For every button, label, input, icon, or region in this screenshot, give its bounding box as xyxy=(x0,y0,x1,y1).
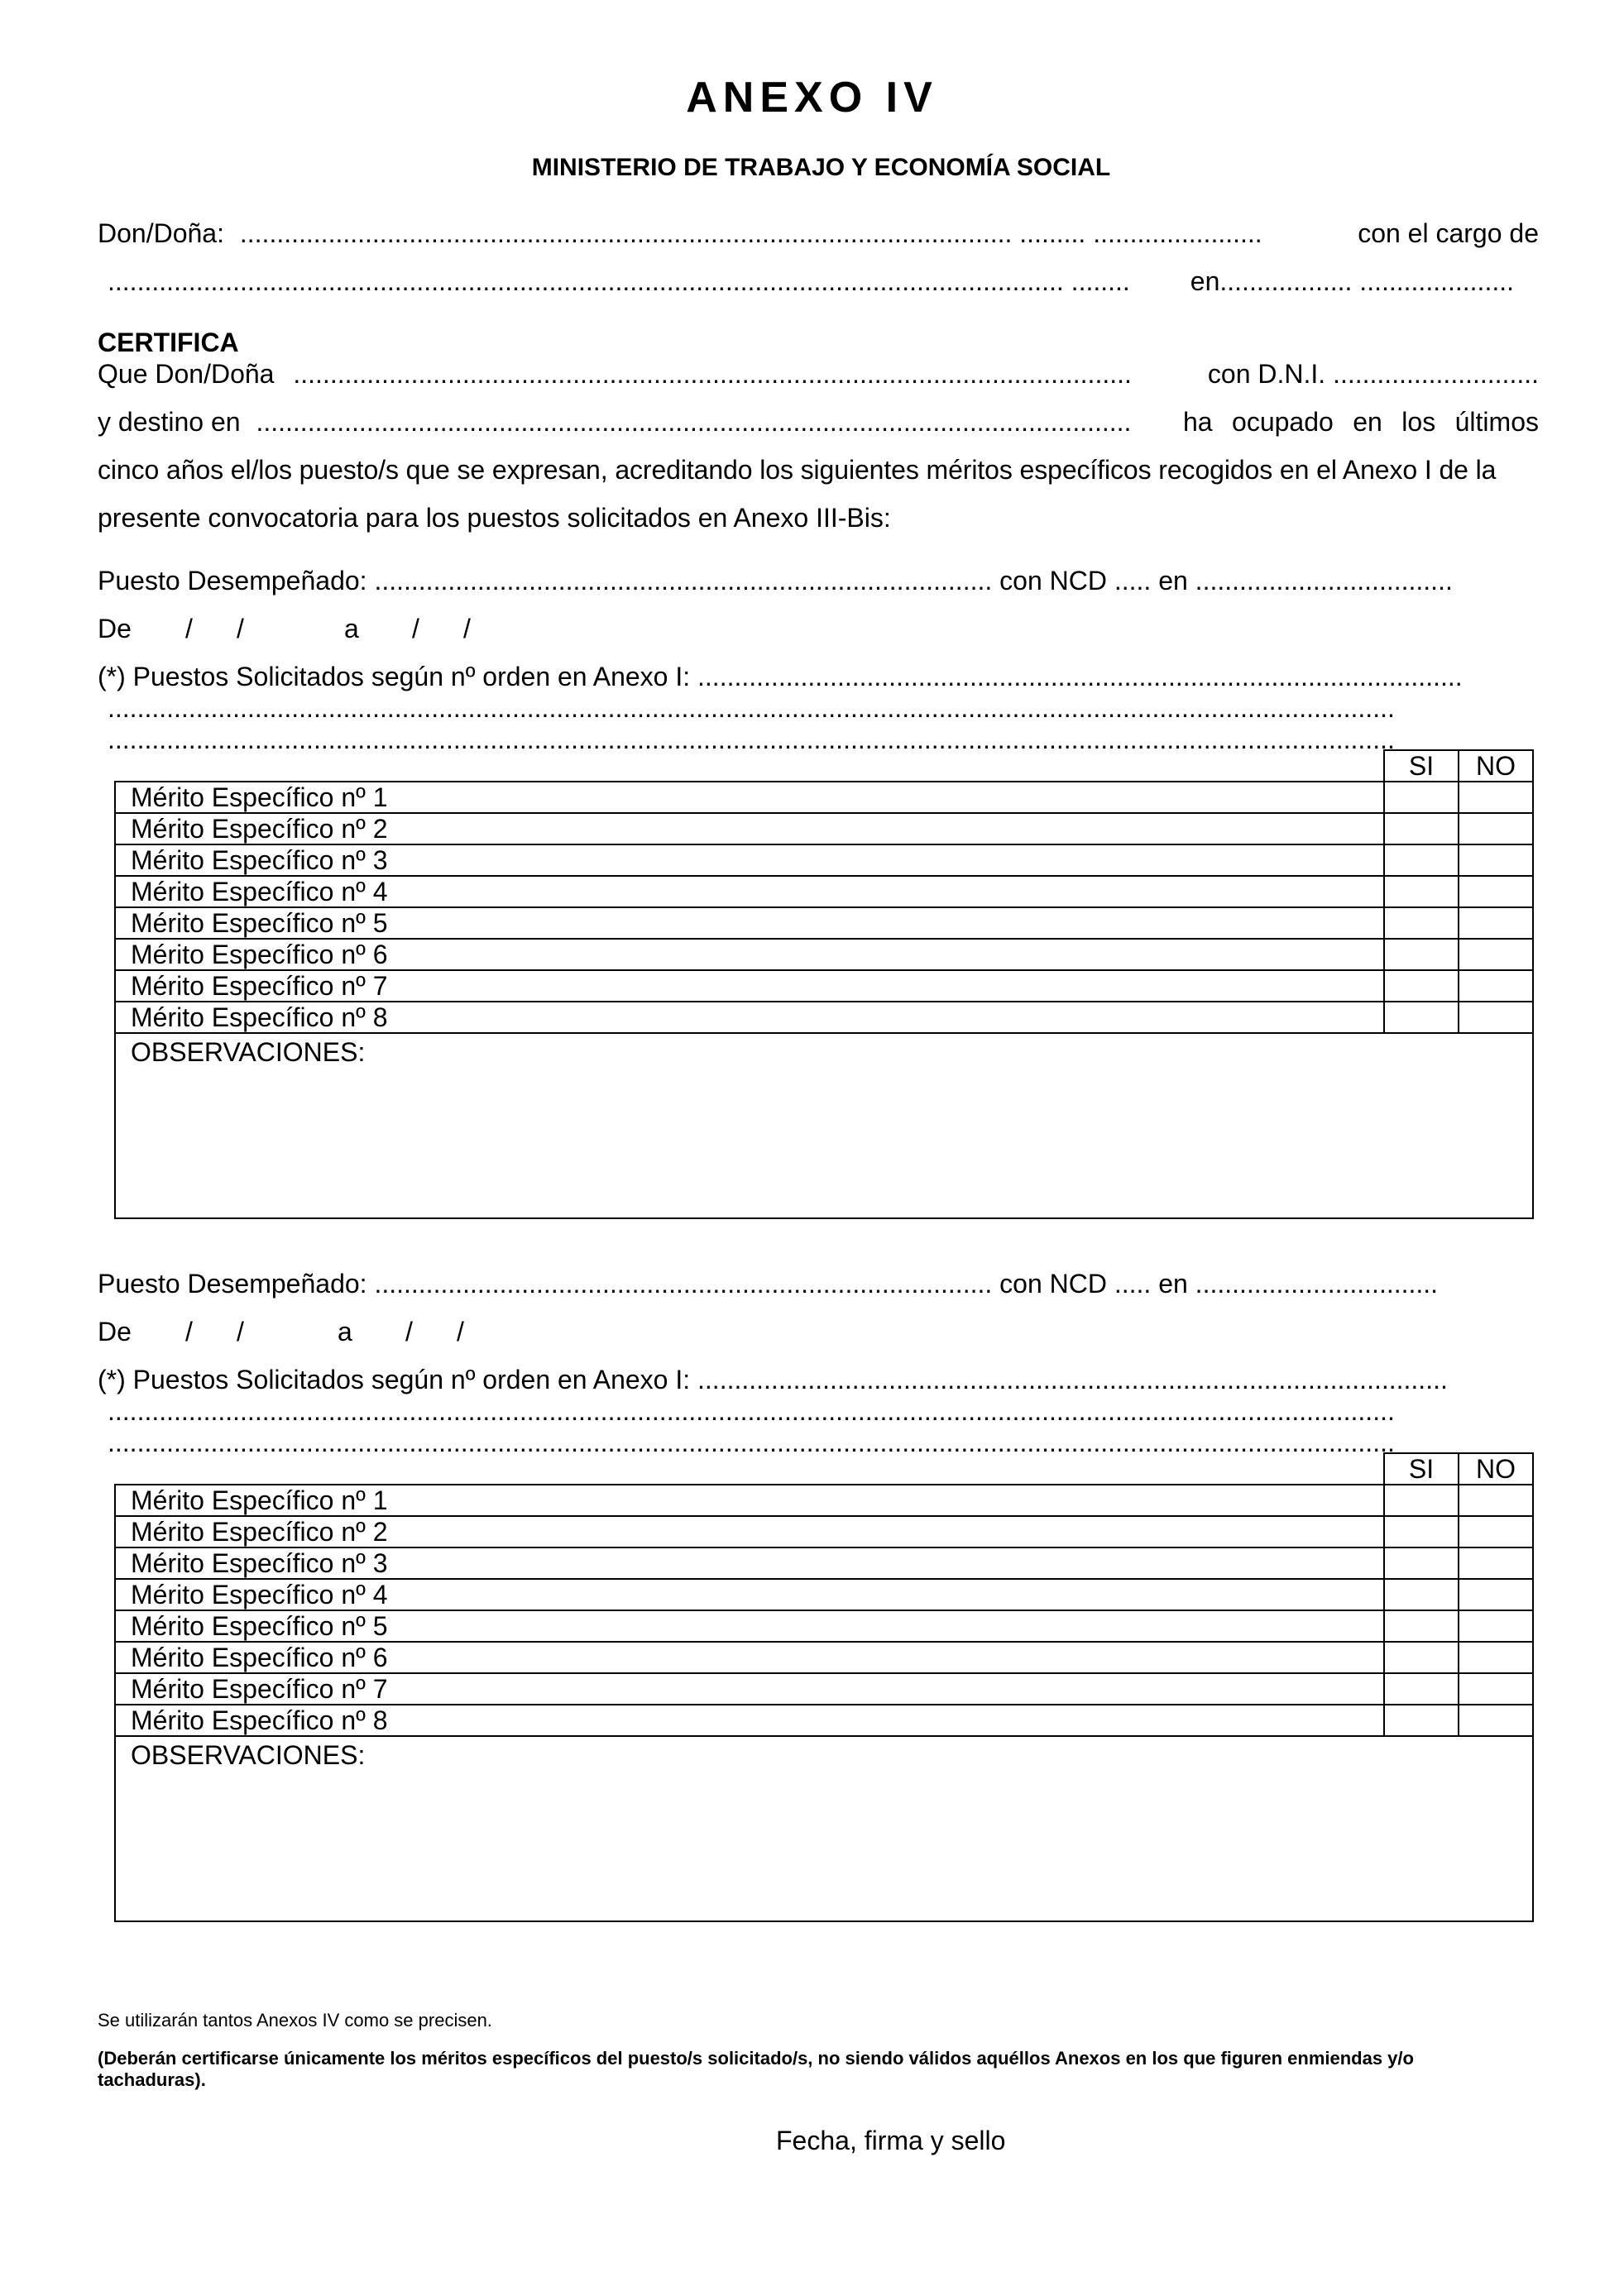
a-label: a xyxy=(338,1317,352,1347)
puesto-desempenado-1: Puesto Desempeñado: .................................................................................... con NCD ..... en ................................... xyxy=(98,566,1453,596)
table-row xyxy=(115,1516,1533,1547)
si-checkbox[interactable] xyxy=(1384,1610,1459,1642)
no-checkbox[interactable] xyxy=(1459,1642,1533,1673)
no-checkbox[interactable] xyxy=(1459,1610,1533,1642)
no-checkbox[interactable] xyxy=(1459,1705,1533,1736)
cargo-line xyxy=(108,265,1514,298)
si-checkbox[interactable] xyxy=(1384,1547,1459,1579)
si-checkbox[interactable] xyxy=(1384,844,1459,876)
date-slash: / xyxy=(237,1317,244,1347)
date-slash: / xyxy=(457,1317,464,1347)
certifica-heading: CERTIFICA xyxy=(98,328,239,357)
destino-word: últimos xyxy=(1454,407,1539,437)
observaciones-field[interactable]: OBSERVACIONES: xyxy=(115,1033,1533,1218)
destino-tail xyxy=(1183,405,1539,438)
table-row xyxy=(115,782,1533,813)
cargo-dots: .................................................................................................................................. ........ xyxy=(108,266,1130,296)
col-no: NO xyxy=(1459,750,1533,782)
si-checkbox[interactable] xyxy=(1384,1579,1459,1610)
table-row xyxy=(115,813,1533,844)
destino-line xyxy=(98,405,1539,438)
footer-note: Se utilizarán tantos Anexos IV como se precisen. xyxy=(98,2010,492,2031)
merit-label: Mérito Específico nº 8 xyxy=(115,1002,1384,1033)
col-no: NO xyxy=(1459,1453,1533,1485)
table-row xyxy=(115,1705,1533,1736)
date-slash: / xyxy=(412,614,419,643)
no-checkbox[interactable] xyxy=(1459,844,1533,876)
date-slash: / xyxy=(405,1317,413,1347)
table-row xyxy=(115,1610,1533,1642)
destino-dots: ....................................................................................................................... xyxy=(256,407,1132,437)
si-checkbox[interactable] xyxy=(1384,1642,1459,1673)
table-row xyxy=(115,1547,1533,1579)
si-checkbox[interactable] xyxy=(1384,1705,1459,1736)
solicitados-dots-2b: ............................................................................................................................................................................... xyxy=(108,1428,1395,1457)
table-row xyxy=(115,970,1533,1002)
no-checkbox[interactable] xyxy=(1459,907,1533,939)
date-slash: / xyxy=(185,1317,193,1347)
solicitados-dots-2a: ............................................................................................................................................................................... xyxy=(108,1396,1395,1426)
puestos-solicitados-1: (*) Puestos Solicitados según nº orden en Anexo I: ........................................................................................................ xyxy=(98,662,1463,691)
merit-label: Mérito Específico nº 5 xyxy=(115,1610,1384,1642)
no-checkbox[interactable] xyxy=(1459,1516,1533,1547)
observaciones-field[interactable]: OBSERVACIONES: xyxy=(115,1736,1533,1921)
merit-label: Mérito Específico nº 3 xyxy=(115,1547,1384,1579)
si-checkbox[interactable] xyxy=(1384,1673,1459,1705)
ministry-heading: MINISTERIO DE TRABAJO Y ECONOMÍA SOCIAL xyxy=(531,154,1111,181)
solicitados-dots-1a: ............................................................................................................................................................................... xyxy=(108,693,1395,723)
table-row xyxy=(115,844,1533,876)
don-dona-line xyxy=(98,217,1539,250)
table-row xyxy=(115,1485,1533,1516)
si-checkbox[interactable] xyxy=(1384,876,1459,907)
page-title: ANEXO IV xyxy=(686,74,938,122)
si-checkbox[interactable] xyxy=(1384,939,1459,970)
dni-field: con D.N.I. ............................ xyxy=(1207,359,1539,389)
destino-word: ocupado xyxy=(1232,407,1334,437)
merits-header-row xyxy=(115,750,1533,782)
si-checkbox[interactable] xyxy=(1384,1002,1459,1033)
no-checkbox[interactable] xyxy=(1459,1673,1533,1705)
don-dona-label: Don/Doña: xyxy=(98,218,224,248)
que-don-dona-label: Que Don/Doña xyxy=(98,359,275,389)
certifica-paragraph-3: presente convocatoria para los puestos solicitados en Anexo III-Bis: xyxy=(98,503,891,533)
merit-label: Mérito Específico nº 4 xyxy=(115,1579,1384,1610)
no-checkbox[interactable] xyxy=(1459,1002,1533,1033)
merit-label: Mérito Específico nº 7 xyxy=(115,970,1384,1002)
si-checkbox[interactable] xyxy=(1384,782,1459,813)
no-checkbox[interactable] xyxy=(1459,1547,1533,1579)
table-row xyxy=(115,939,1533,970)
si-checkbox[interactable] xyxy=(1384,907,1459,939)
date-slash: / xyxy=(185,614,193,643)
si-checkbox[interactable] xyxy=(1384,970,1459,1002)
que-don-dona-dots: .................................................................................................................. xyxy=(293,359,1132,389)
de-label: De xyxy=(98,614,132,643)
si-checkbox[interactable] xyxy=(1384,813,1459,844)
certifica-paragraph-2: cinco años el/los puesto/s que se expresan, acreditando los siguientes méritos específicos recogidos en el Anexo I de la xyxy=(98,455,1497,485)
don-dona-dots: ......................................................................................................... ......... ....................... xyxy=(239,218,1262,248)
merits-header-row xyxy=(115,1453,1533,1485)
no-checkbox[interactable] xyxy=(1459,813,1533,844)
table-row xyxy=(115,876,1533,907)
merit-label: Mérito Específico nº 4 xyxy=(115,876,1384,907)
col-si: SI xyxy=(1384,750,1459,782)
merit-label: Mérito Específico nº 7 xyxy=(115,1673,1384,1705)
date-slash: / xyxy=(237,614,244,643)
merit-label: Mérito Específico nº 2 xyxy=(115,813,1384,844)
table-row xyxy=(115,1579,1533,1610)
no-checkbox[interactable] xyxy=(1459,970,1533,1002)
table-row xyxy=(115,1002,1533,1033)
observaciones-row xyxy=(115,1033,1533,1218)
merit-label: Mérito Específico nº 3 xyxy=(115,844,1384,876)
merit-label: Mérito Específico nº 2 xyxy=(115,1516,1384,1547)
no-checkbox[interactable] xyxy=(1459,939,1533,970)
no-checkbox[interactable] xyxy=(1459,1579,1533,1610)
merit-label: Mérito Específico nº 6 xyxy=(115,939,1384,970)
puestos-solicitados-2: (*) Puestos Solicitados según nº orden en Anexo I: ...................................................................................................... xyxy=(98,1365,1448,1394)
merit-label: Mérito Específico nº 6 xyxy=(115,1642,1384,1673)
date-slash: / xyxy=(463,614,471,643)
table-row xyxy=(115,907,1533,939)
cargo-en: en.................. ..................... xyxy=(1190,266,1514,296)
solicitados-dots-1b: ............................................................................................................................................................................... xyxy=(108,725,1395,754)
si-checkbox[interactable] xyxy=(1384,1516,1459,1547)
puesto-desempenado-2: Puesto Desempeñado: .................................................................................... con NCD ..... en ................................. xyxy=(98,1269,1439,1299)
no-checkbox[interactable] xyxy=(1459,782,1533,813)
merits-table-2 xyxy=(114,1452,1534,1922)
merits-table-1 xyxy=(114,749,1534,1219)
merit-label: Mérito Específico nº 1 xyxy=(115,1485,1384,1516)
no-checkbox[interactable] xyxy=(1459,876,1533,907)
destino-word: en xyxy=(1353,407,1382,437)
de-label: De xyxy=(98,1317,132,1347)
cargo-label: con el cargo de xyxy=(1358,218,1539,248)
merit-label: Mérito Específico nº 5 xyxy=(115,907,1384,939)
signature-label: Fecha, firma y sello xyxy=(776,2126,1006,2155)
observaciones-row xyxy=(115,1736,1533,1921)
no-checkbox[interactable] xyxy=(1459,1485,1533,1516)
footer-warning-line2: tachaduras). xyxy=(98,2069,206,2090)
a-label: a xyxy=(344,614,359,643)
footer-warning-line1: (Deberán certificarse únicamente los méritos específicos del puesto/s solicitado/s, no siendo válidos aquéllos Anexos en los que figuren enmiendas y/o xyxy=(98,2048,1414,2069)
merit-label: Mérito Específico nº 1 xyxy=(115,782,1384,813)
table-row xyxy=(115,1673,1533,1705)
col-si: SI xyxy=(1384,1453,1459,1485)
que-don-dona-line xyxy=(98,357,1539,390)
destino-word: los xyxy=(1401,407,1436,437)
merit-label: Mérito Específico nº 8 xyxy=(115,1705,1384,1736)
si-checkbox[interactable] xyxy=(1384,1485,1459,1516)
destino-word: ha xyxy=(1183,407,1213,437)
destino-label: y destino en xyxy=(98,407,241,437)
table-row xyxy=(115,1642,1533,1673)
